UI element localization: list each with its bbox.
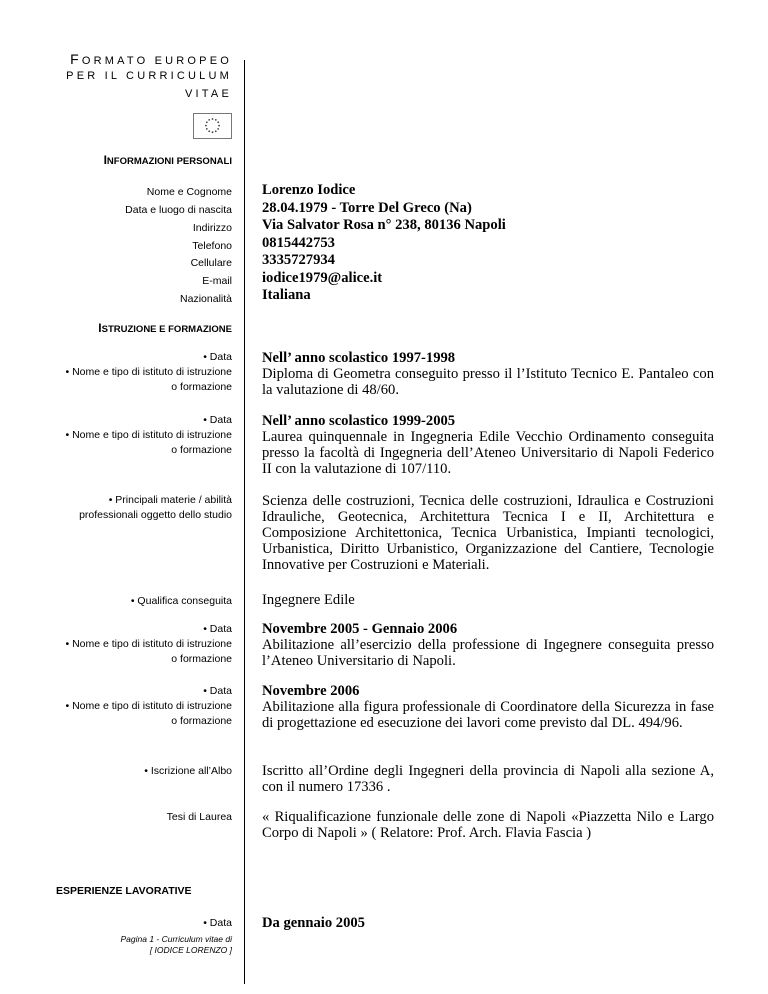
label-istituto: • Nome e tipo di istituto di istruzione <box>65 638 232 650</box>
cv-title-line-2: PER IL CURRICULUM <box>66 70 232 82</box>
section-personal-info: INFORMAZIONI PERSONALI <box>103 153 232 167</box>
label-data: • Data <box>203 414 232 426</box>
value-qualifica: Ingegnere Edile <box>262 592 355 608</box>
education-subjects: Scienza delle costruzioni, Tecnica delle costruzioni, Idraulica e Costruzioni Idrauliche, Geotecnica, Architettura Tecnica I e II, Architettura e Composizione Architettonica, Tecnica Urbanistica, Impianti tecnologici, Urbanistica, Diritto Urbanistico, Organizzazione del Cantiere, Tecnologie Innovative per Costruzioni e Materiali. <box>262 493 714 573</box>
education-entry-1: Nell’ anno scolastico 1997-1998 Diploma di Geometra conseguito presso il l’Istituto Tecnico E. Pantaleo con la valutazione di 48/60. <box>262 350 714 398</box>
cv-title-line-1: FORMATO EUROPEO <box>70 51 232 67</box>
value-address: Via Salvator Rosa n° 238, 80136 Napoli <box>262 217 506 233</box>
eu-flag-icon <box>193 113 232 139</box>
footer-name: [ IODICE LORENZO ] <box>149 945 232 955</box>
label-materie: • Principali materie / abilità <box>108 494 232 506</box>
label-istituto: • Nome e tipo di istituto di istruzione <box>65 700 232 712</box>
value-email: iodice1979@alice.it <box>262 269 383 286</box>
label-istituto-cont: o formazione <box>171 715 232 727</box>
label-mobile: Cellulare <box>190 257 232 269</box>
education-entry-2: Nell’ anno scolastico 1999-2005 Laurea quinquennale in Ingegneria Edile Vecchio Ordinamento conseguita presso la facoltà di Ingegneria dell’Ateneo Universitario di Napoli Federico II con la valutazione di 107/110. <box>262 413 714 477</box>
label-address: Indirizzo <box>192 222 232 234</box>
column-divider <box>244 60 245 984</box>
section-work-experience: ESPERIENZE LAVORATIVE <box>56 885 192 897</box>
label-birth: Data e luogo di nascita <box>125 204 232 216</box>
value-phone: 0815442753 <box>262 234 335 251</box>
cv-title-line-3: VITAE <box>185 88 232 100</box>
label-data: • Data <box>203 351 232 363</box>
label-name: Nome e Cognome <box>146 186 232 198</box>
value-mobile: 3335727934 <box>262 252 335 268</box>
label-nationality: Nazionalità <box>180 293 232 305</box>
label-istituto: • Nome e tipo di istituto di istruzione <box>65 429 232 441</box>
value-birth: 28.04.1979 - Torre Del Greco (Na) <box>262 199 472 216</box>
label-phone: Telefono <box>192 240 232 252</box>
section-education: ISTRUZIONE E FORMAZIONE <box>98 321 232 335</box>
label-email: E-mail <box>202 275 232 287</box>
label-istituto-cont: o formazione <box>171 381 232 393</box>
label-istituto: • Nome e tipo di istituto di istruzione <box>65 366 232 378</box>
label-istituto-cont: o formazione <box>171 653 232 665</box>
education-entry-3: Novembre 2005 - Gennaio 2006 Abilitazione all’esercizio della professione di Ingegnere conseguita presso l’Ateneo Universitario di Napoli. <box>262 621 714 669</box>
value-nationality: Italiana <box>262 287 311 303</box>
label-istituto-cont: o formazione <box>171 444 232 456</box>
label-data: • Data <box>203 685 232 697</box>
value-name: Lorenzo Iodice <box>262 182 356 198</box>
label-materie-cont: professionali oggetto dello studio <box>79 509 232 521</box>
value-work-first-date: Da gennaio 2005 <box>262 915 365 931</box>
footer-page-number: Pagina 1 - Curriculum vitae di <box>120 934 232 944</box>
label-qualifica: • Qualifica conseguita <box>130 595 232 607</box>
label-work-data: • Data <box>203 917 232 929</box>
education-albo: Iscritto all’Ordine degli Ingegneri della provincia di Napoli alla sezione A, con il numero 17336 . <box>262 763 714 795</box>
education-thesis: « Riqualificazione funzionale delle zone di Napoli «Piazzetta Nilo e Largo Corpo di Napoli » ( Relatore: Prof. Arch. Flavia Fascia ) <box>262 809 714 841</box>
label-tesi: Tesi di Laurea <box>166 811 232 823</box>
label-albo: • Iscrizione all’Albo <box>144 765 232 777</box>
education-entry-4: Novembre 2006 Abilitazione alla figura professionale di Coordinatore della Sicurezza in fase di progettazione ed esecuzione dei lavori come previsto dal DL. 494/96. <box>262 683 714 731</box>
personal-values <box>262 182 714 305</box>
label-data: • Data <box>203 623 232 635</box>
